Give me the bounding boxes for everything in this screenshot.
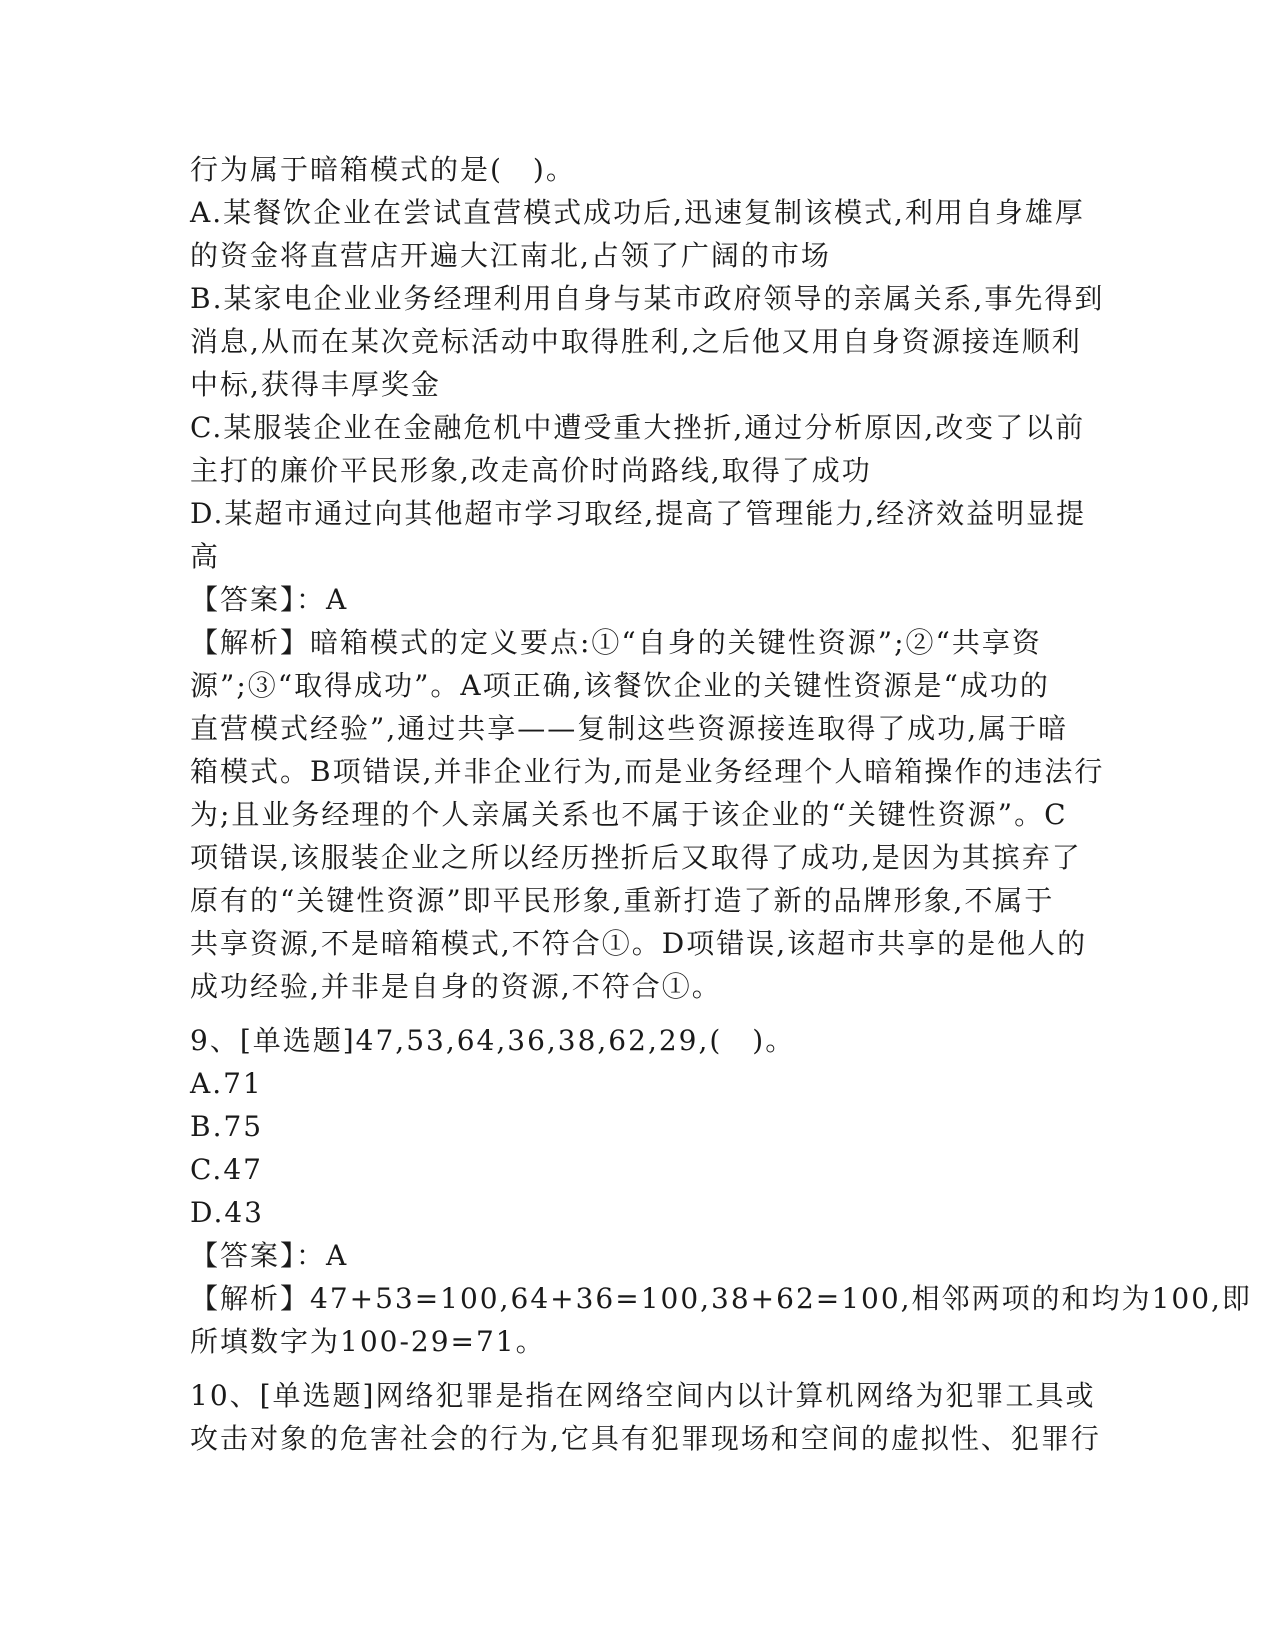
q8-explanation-cont: 项错误,该服装企业之所以经历挫折后又取得了成功,是因为其摈弃了 bbox=[190, 841, 1082, 874]
q9-option-d: D.43 bbox=[190, 1196, 264, 1229]
q8-explanation-cont: 成功经验,并非是自身的资源,不符合①。 bbox=[190, 970, 722, 1003]
q8-option-a: A.某餐饮企业在尝试直营模式成功后,迅速复制该模式,利用自身雄厚 bbox=[190, 196, 1085, 229]
q9-stem: 9、[单选题]47,53,64,36,38,62,29,( )。 bbox=[190, 1024, 796, 1057]
q10-stem-cont: 攻击对象的危害社会的行为,它具有犯罪现场和空间的虚拟性、犯罪行 bbox=[190, 1422, 1101, 1455]
q9-option-a: A.71 bbox=[190, 1067, 263, 1100]
q8-explanation-cont: 原有的“关键性资源”即平民形象,重新打造了新的品牌形象,不属于 bbox=[190, 884, 1055, 917]
q8-explanation-cont: 直营模式经验”,通过共享——复制这些资源接连取得了成功,属于暗 bbox=[190, 712, 1069, 745]
q8-explanation-cont: 箱模式。B项错误,并非企业行为,而是业务经理个人暗箱操作的违法行 bbox=[190, 755, 1105, 788]
q8-answer: 【答案】：A bbox=[190, 583, 349, 616]
q8-option-a-cont: 的资金将直营店开遍大江南北,占领了广阔的市场 bbox=[190, 239, 831, 272]
q8-option-d-cont: 高 bbox=[190, 540, 221, 573]
q9-explanation: 【解析】47+53=100,64+36=100,38+62=100,相邻两项的和均为100,即 bbox=[190, 1282, 1252, 1315]
q8-option-d: D.某超市通过向其他超市学习取经,提高了管理能力,经济效益明显提 bbox=[190, 497, 1087, 530]
q8-explanation-cont: 共享资源,不是暗箱模式,不符合①。D项错误,该超市共享的是他人的 bbox=[190, 927, 1088, 960]
q9-option-c: C.47 bbox=[190, 1153, 263, 1186]
q8-option-b-cont: 消息,从而在某次竞标活动中取得胜利,之后他又用自身资源接连顺利 bbox=[190, 325, 1082, 358]
q10-stem: 10、[单选题]网络犯罪是指在网络空间内以计算机网络为犯罪工具或 bbox=[190, 1379, 1096, 1412]
q8-explanation-cont: 源”;③“取得成功”。A项正确,该餐饮企业的关键性资源是“成功的 bbox=[190, 669, 1050, 702]
q8-option-c-cont: 主打的廉价平民形象,改走高价时尚路线,取得了成功 bbox=[190, 454, 872, 487]
document-content bbox=[190, 148, 1252, 1460]
q8-option-b-cont: 中标,获得丰厚奖金 bbox=[190, 368, 441, 401]
q9-option-b: B.75 bbox=[190, 1110, 264, 1143]
q8-explanation: 【解析】暗箱模式的定义要点:①“自身的关键性资源”;②“共享资 bbox=[190, 626, 1042, 659]
q8-stem: 行为属于暗箱模式的是( )。 bbox=[190, 153, 576, 186]
q9-explanation-cont: 所填数字为100-29=71。 bbox=[190, 1325, 546, 1358]
q8-option-b: B.某家电企业业务经理利用自身与某市政府领导的亲属关系,事先得到 bbox=[190, 282, 1105, 315]
q8-explanation-cont: 为;且业务经理的个人亲属关系也不属于该企业的“关键性资源”。C bbox=[190, 798, 1068, 831]
q9-answer: 【答案】：A bbox=[190, 1239, 349, 1272]
q8-option-c: C.某服装企业在金融危机中遭受重大挫折,通过分析原因,改变了以前 bbox=[190, 411, 1086, 444]
